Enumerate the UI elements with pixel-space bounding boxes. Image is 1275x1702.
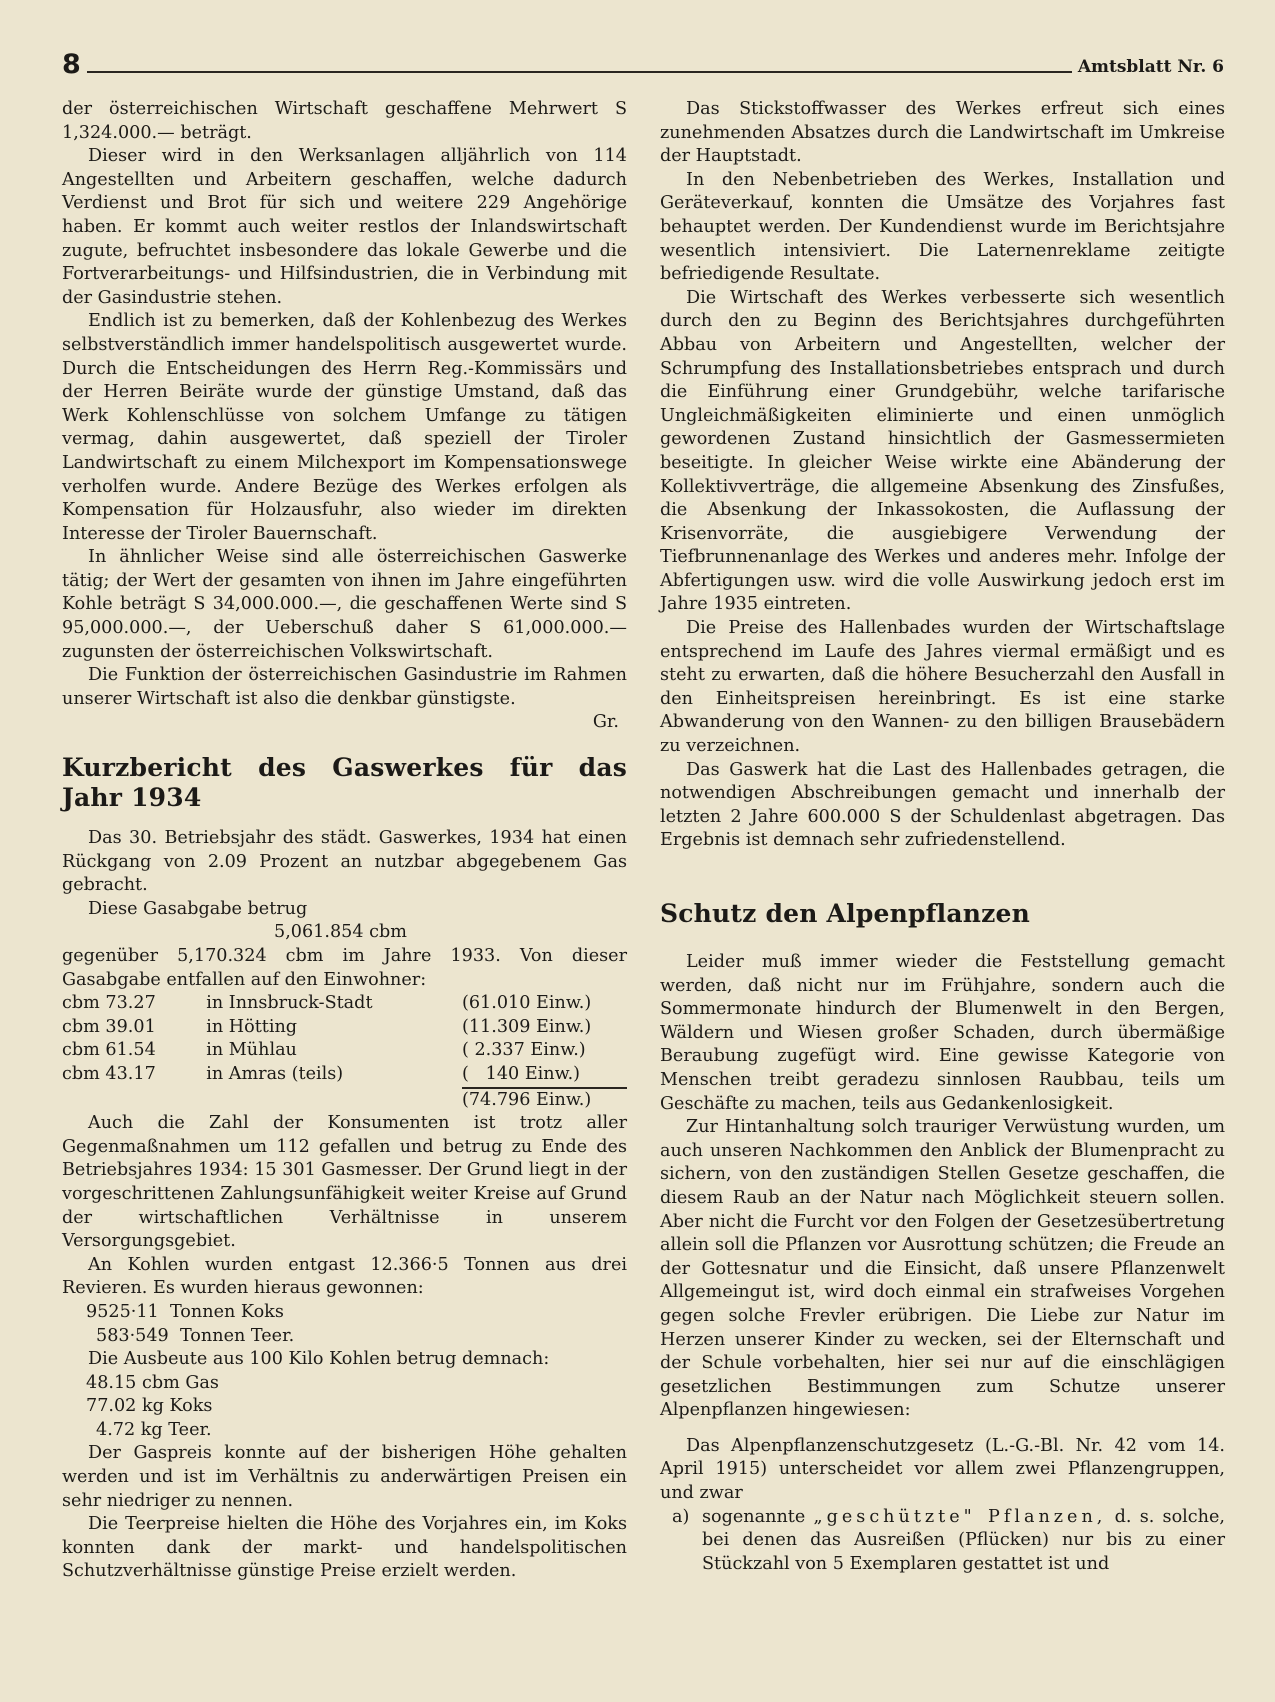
paragraph: Der Gaspreis konnte auf der bisherigen Höhe gehalten werden und ist im Verhältnis zu anderwärtigen Preisen ein sehr niedriger zu nennen. — [62, 1443, 627, 1511]
protected-plants-term: „geschützte" Pflanzen, — [813, 1506, 1107, 1527]
list-item: 48.15 cbm Gas — [86, 1372, 219, 1393]
list-item-text — [702, 1506, 1225, 1577]
paragraph: Das Gaswerk hat die Last des Hallenbades getragen, die notwendigen Abschreibungen gemacht und innerhalb der letzten 2 Jahre 600.000 S der Schuldenlast abgetragen. Das Ergebnis ist demnach sehr zufriedenstellend. — [660, 759, 1225, 851]
consumption-amount: cbm 61.54 — [62, 1040, 156, 1061]
consumption-place: in Mühlau — [206, 1040, 297, 1061]
consumption-amount: cbm 39.01 — [62, 1016, 156, 1037]
list-item: 4.72 kg Teer. — [96, 1419, 212, 1440]
list-item: 9525·11 Tonnen Koks — [86, 1301, 284, 1322]
list-item — [660, 1506, 1225, 1577]
paragraph: Die Ausbeute aus 100 Kilo Kohlen betrug demnach: — [88, 1349, 550, 1370]
paragraph: gegenüber 5,170.324 cbm im Jahre 1933. Von dieser Gasabgabe entfallen auf den Einwohner: — [62, 946, 627, 990]
table-total-row — [62, 1088, 627, 1113]
paragraph: Die Wirtschaft des Werkes verbesserte sich wesentlich durch den zu Beginn des Berichtsjahres durchgeführten Abbau von Arbeitern und Angestellten, welcher der Schrumpfung des Installationsbetriebes entsprach und durch die Einführung einer Grundgebühr, welche tarifarische Ungleichmäßigkeiten eliminierte und einen unmöglich gewordenen Zustand hinsichtlich der Gasmessermieten beseitigte. In gleicher Weise wirkte eine Abänderung der Kollektivverträge, die allgemeine Absenkung des Zinsfußes, die Absenkung der Inkassokosten, die Auflassung der Krisenvorräte, die ausgiebigere Verwendung der Tiefbrunnenanlage des Werkes und anderes mehr. Infolge der Abfertigungen usw. wird die volle Auswirkung jedoch erst im Jahre 1935 eintreten. — [660, 287, 1225, 615]
paragraph: Endlich ist zu bemerken, daß der Kohlenbezug des Werkes selbstverständlich immer handelspolitisch ausgewertet wurde. Durch die Entscheidungen des Herrn Reg.-Kommissärs und der Herren Beiräte wurde der günstige Umstand, daß das Werk Kohlenschlüsse von solchem Umfange zu tätigen vermag, dahin ausgewertet, daß speziell der Tiroler Landwirtschaft zu einem Milchexport im Kompensationswege verholfen wurde. Andere Bezüge des Werkes erfolgen als Kompensation für Holzausfuhr, also wieder im direkten Interesse der Tiroler Bauernschaft. — [62, 311, 627, 544]
paragraph: Das Alpenpflanzenschutzgesetz (L.-G.-Bl. Nr. 42 vom 14. April 1915) unterscheidet vor allem zwei Pflanzengruppen, und zwar — [660, 1435, 1225, 1504]
section-heading-alpine-plants: Schutz den Alpenpflanzen — [660, 899, 1030, 928]
publication-title: Amtsblatt Nr. 6 — [1077, 57, 1224, 77]
table-row — [62, 1063, 627, 1088]
page-number: 8 — [62, 49, 81, 80]
paragraph: Dieser wird in den Werksanlagen alljährlich von 114 Angestellten und Arbeitern geschaffen, welche dadurch Verdienst und Brot für sich und weitere 229 Angehörige haben. Er kommt auch weiter restlos der Inlandswirtschaft zugute, befruchtet insbesondere das lokale Gewerbe und die Fortverarbeitungs- und Hilfsindustrien, die in Verbindung mit der Gasindustrie stehen. — [62, 146, 627, 308]
consumption-amount: cbm 73.27 — [62, 993, 156, 1014]
per100-list — [62, 1372, 627, 1443]
paragraph: Das 30. Betriebsjahr des städt. Gaswerkes, 1934 hat einen Rückgang von 2.09 Prozent an nutzbar abgegebenem Gas gebracht. — [62, 828, 627, 896]
consumption-population: (61.010 Einw.) — [462, 993, 592, 1014]
list-item-text-post: d. s. solche, bei denen das Ausreißen (Pflücken) nur bis zu einer Stückzahl von 5 Exemplaren gestattet ist und — [702, 1506, 1225, 1574]
paragraph: An Kohlen wurden entgast 12.366·5 Tonnen aus drei Revieren. Es wurden hieraus gewonnen: — [62, 1254, 627, 1299]
consumption-population: (11.309 Einw.) — [462, 1016, 592, 1037]
paragraph: Auch die Zahl der Konsumenten ist trotz aller Gegenmaßnahmen um 112 gefallen und betrug zu Ende des Betriebsjahres 1934: 15 301 Gasmesser. Der Grund liegt in der vorgeschrittenen Zahlungsunfähigkeit weiter Kreise auf Grund der wirtschaftlichen Verhältnisse in unserem Versorgungsgebiet. — [62, 1113, 627, 1252]
paragraph: Die Funktion der österreichischen Gasindustrie im Rahmen unserer Wirtschaft ist also die denkbar günstigste. — [62, 665, 627, 709]
table-row — [62, 1039, 627, 1063]
paragraph: Diese Gasabgabe betrug — [88, 898, 308, 919]
consumption-population: ( 2.337 Einw.) — [462, 1040, 586, 1061]
paragraph: Leider muß immer wieder die Feststellung gemacht werden, daß nicht nur im Frühjahre, sondern auch die Sommermonate hindurch der Blumenwelt in den Bergen, Wäldern und Wiesen großer Schaden, durch übermäßige Beraubung zugefügt wird. Eine gewisse Kategorie von Menschen treibt geradezu sinnlosen Raubbau, teils um Geschäfte zu machen, teils aus Gedankenlosigkeit. — [660, 952, 1225, 1114]
consumption-place: in Innsbruck-Stadt — [206, 993, 373, 1014]
consumption-place: in Amras (teils) — [206, 1063, 344, 1084]
right-column — [660, 98, 1225, 1576]
paragraph: Das Stickstoffwasser des Werkes erfreut sich eines zunehmenden Absatzes durch die Landwirtschaft im Umkreise der Hauptstadt. — [660, 99, 1225, 167]
paragraph: der österreichischen Wirtschaft geschaffene Mehrwert S 1,324.000.— beträgt. — [62, 99, 627, 143]
gas-total-value: 5,061.854 cbm — [274, 922, 407, 943]
list-item: 583·549 Tonnen Teer. — [96, 1325, 295, 1346]
left-column — [62, 98, 627, 1584]
paragraph: Die Teerpreise hielten die Höhe des Vorjahres ein, im Koks konnten dank der markt- und handelspolitischen Schutzverhältnisse günstige Preise erzielt werden. — [62, 1514, 627, 1582]
list-item: 77.02 kg Koks — [86, 1396, 213, 1417]
table-row — [62, 992, 627, 1016]
consumption-amount: cbm 43.17 — [62, 1063, 156, 1084]
list-item-text-pre: sogenannte — [702, 1506, 806, 1527]
paragraph: In ähnlicher Weise sind alle österreichischen Gaswerke tätig; der Wert der gesamten von ihnen im Jahre eingeführten Kohle beträgt S 34,000.000.—, die geschaffenen Werte sind S 95,000.000.—, der Ueberschuß daher S 61,000.000.— zugunsten der österreichischen Volkswirtschaft. — [62, 547, 627, 662]
paragraph: Zur Hintanhaltung solch trauriger Verwüstung wurden, um auch unseren Nachkommen den Anblick der Blumenpracht zu sichern, von den zuständigen Stellen Gesetze geschaffen, die diesem Raub an der Natur nach Möglichkeit steuern sollen. Aber nicht die Furcht vor den Folgen der Gesetzesübertretung allein soll die Pflanzen vor Ausrottung schützen; die Freude an der Gottesnatur und die Einsicht, daß unsere Pflanzenwelt Allgemeingut ist, wird doch einmal ein strafweises Vorgehen gegen solche Frevler erübrigen. Die Liebe zur Natur im Herzen unserer Kinder zu wecken, sei der Elternschaft und der Schule vorbehalten, hier sei nur auf die einschlägigen gesetzlichen Bestimmungen zum Schutze unserer Alpenpflanzen hingewiesen: — [660, 1117, 1225, 1421]
paragraph: In den Nebenbetrieben des Werkes, Installation und Geräteverkauf, konnten die Umsätze des Vorjahres fast behauptet werden. Der Kundendienst wurde im Berichtsjahre wesentlich intensiviert. Die Laternenreklame zeitigte befriedigende Resultate. — [660, 169, 1225, 285]
page-header — [62, 40, 1224, 80]
consumption-place: in Hötting — [206, 1016, 298, 1037]
consumption-table — [62, 992, 627, 1112]
paragraph: Die Preise des Hallenbades wurden der Wirtschaftslage entsprechend im Laufe des Jahres viermal ermäßigt und es steht zu erwarten, daß die höhere Besucherzahl den Ausfall in den Einheitspreisen hereinbringt. Es ist eine starke Abwanderung von den Wannen- zu den billigen Brausebädern zu verzeichnen. — [660, 618, 1225, 757]
author-signature: Gr. — [592, 712, 619, 733]
consumption-population-total: (74.796 Einw.) — [462, 1088, 627, 1113]
header-rule — [87, 71, 1072, 73]
yield-list — [62, 1301, 627, 1348]
list-marker: a) — [672, 1506, 690, 1527]
table-row — [62, 1016, 627, 1040]
consumption-population: ( 140 Einw.) — [462, 1063, 581, 1084]
section-heading-gas-report: Kurzbericht des Gaswerkes für das Jahr 1934 — [62, 753, 627, 813]
